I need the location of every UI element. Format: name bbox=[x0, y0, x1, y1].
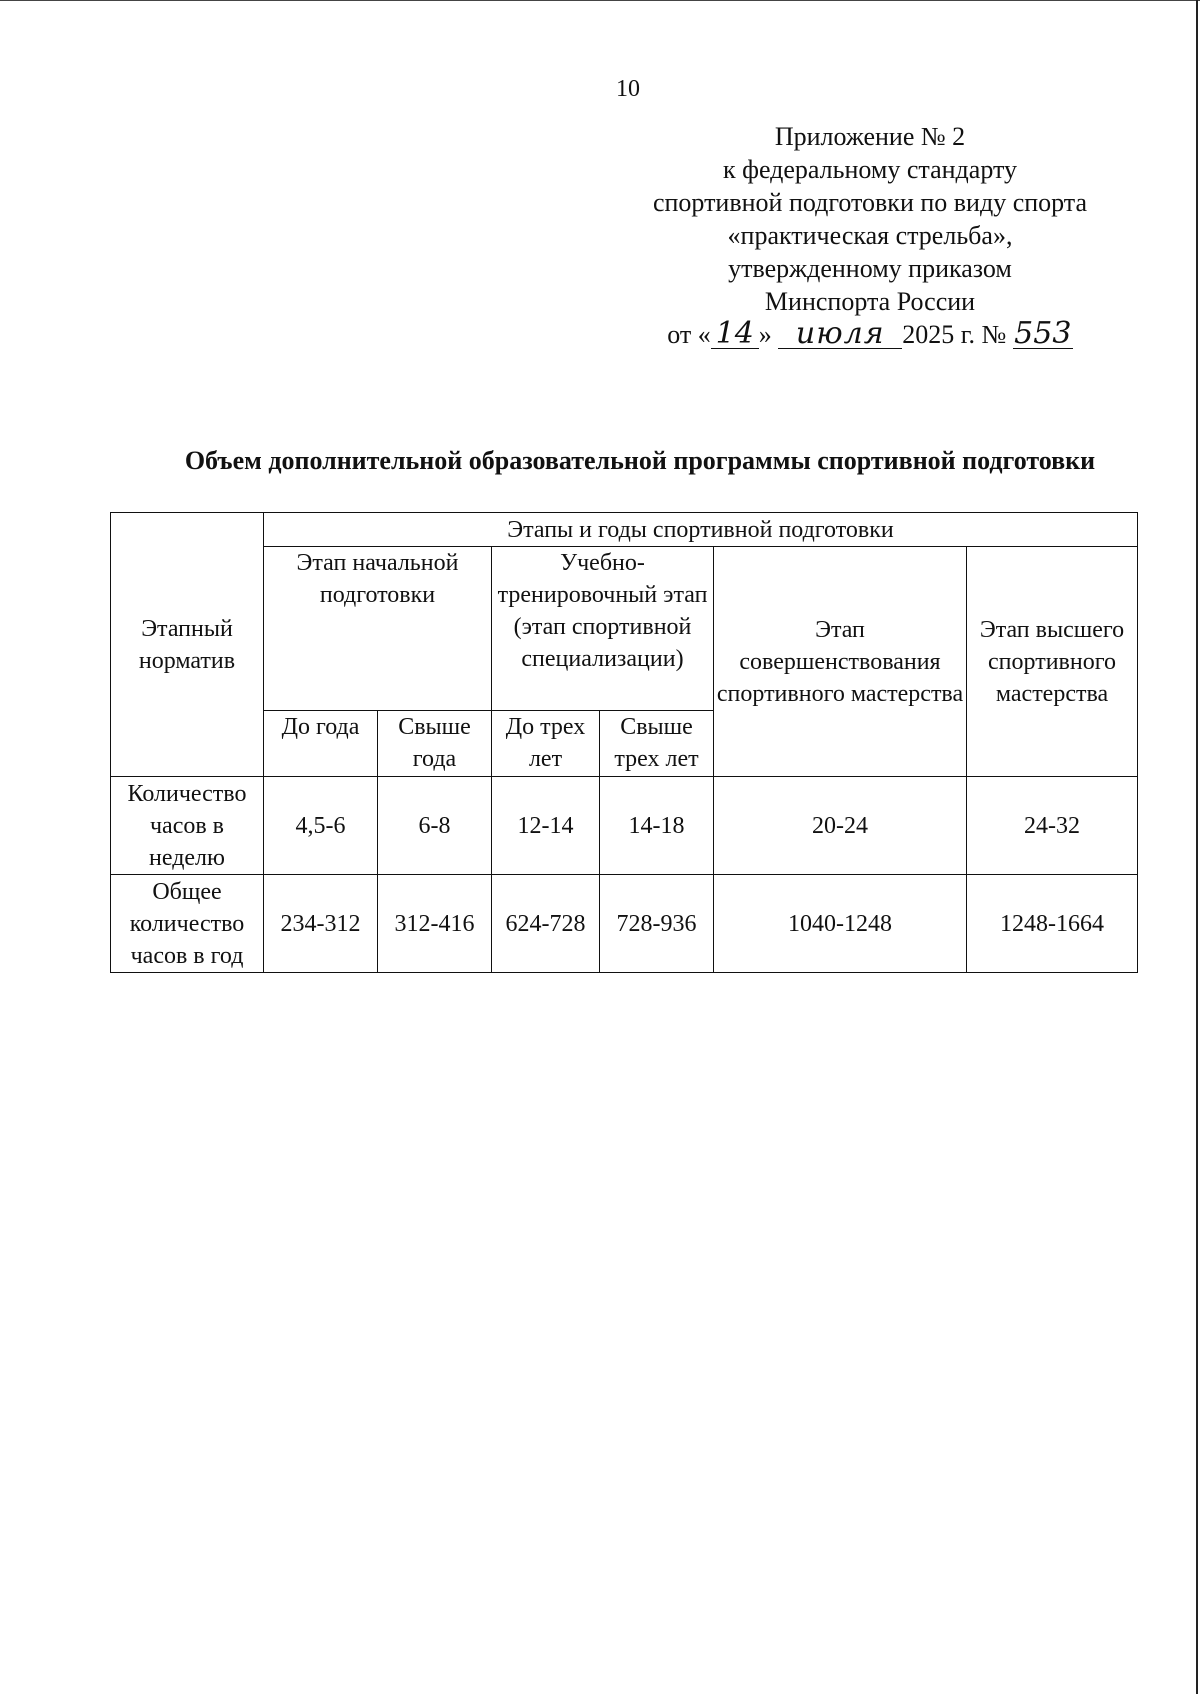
row-label: Общее количество часов в год bbox=[111, 875, 264, 973]
subheader-over-three: Свыше трех лет bbox=[600, 711, 714, 777]
table-row bbox=[111, 875, 1138, 973]
stage-improvement-header: Этап совершенствования спортивного мастерства bbox=[714, 547, 967, 777]
document-title: Объем дополнительной образовательной программы спортивной подготовки bbox=[184, 446, 1096, 475]
year-text: 2025 г. № bbox=[902, 320, 1007, 349]
appendix-line-5: утвержденному приказом bbox=[728, 254, 1012, 283]
stage-training-header: Учебно-тренировочный этап (этап спортивной специализации) bbox=[492, 547, 714, 711]
subheader-up-to-year: До года bbox=[264, 711, 378, 777]
table-cell: 234-312 bbox=[264, 875, 378, 973]
date-prefix: от « bbox=[667, 320, 711, 349]
handwritten-day: 14 bbox=[711, 320, 759, 349]
appendix-block bbox=[640, 120, 1100, 351]
appendix-line-4: «практическая стрельба», bbox=[727, 221, 1013, 250]
table-cell: 624-728 bbox=[492, 875, 600, 973]
group-header-cell: Этапы и годы спортивной подготовки bbox=[264, 513, 1138, 547]
scan-border-right bbox=[1196, 0, 1198, 1694]
stage-initial-header: Этап начальной подготовки bbox=[264, 547, 492, 711]
quote-close: » bbox=[758, 320, 772, 349]
table-cell: 24-32 bbox=[967, 777, 1138, 875]
table-cell: 728-936 bbox=[600, 875, 714, 973]
subheader-up-to-three: До трех лет bbox=[492, 711, 600, 777]
handwritten-month: июля bbox=[778, 320, 902, 349]
appendix-line-2: к федеральному стандарту bbox=[722, 155, 1018, 184]
handwritten-order-number: 553 bbox=[1014, 316, 1072, 351]
stage-highest-header: Этап высшего спортивного мастерства bbox=[967, 547, 1138, 777]
subheader-over-year: Свыше года bbox=[378, 711, 492, 777]
order-date-line bbox=[640, 318, 1100, 351]
scan-border-top bbox=[0, 0, 1200, 1]
table-cell: 12-14 bbox=[492, 777, 600, 875]
table-cell: 4,5-6 bbox=[264, 777, 378, 875]
row-label: Количество часов в неделю bbox=[111, 777, 264, 875]
table-cell: 14-18 bbox=[600, 777, 714, 875]
appendix-line-6: Минспорта России bbox=[764, 287, 976, 316]
appendix-line-1: Приложение № 2 bbox=[774, 122, 966, 151]
table-cell: 312-416 bbox=[378, 875, 492, 973]
table-cell: 6-8 bbox=[378, 777, 492, 875]
table-cell: 1248-1664 bbox=[967, 875, 1138, 973]
table-cell: 1040-1248 bbox=[714, 875, 967, 973]
page-number: 10 bbox=[616, 76, 640, 102]
appendix-line-3: спортивной подготовки по виду спорта bbox=[652, 188, 1088, 217]
program-volume-table bbox=[110, 512, 1138, 973]
table-cell: 20-24 bbox=[714, 777, 967, 875]
row-header-cell: Этапный норматив bbox=[111, 513, 264, 777]
table-row bbox=[111, 777, 1138, 875]
